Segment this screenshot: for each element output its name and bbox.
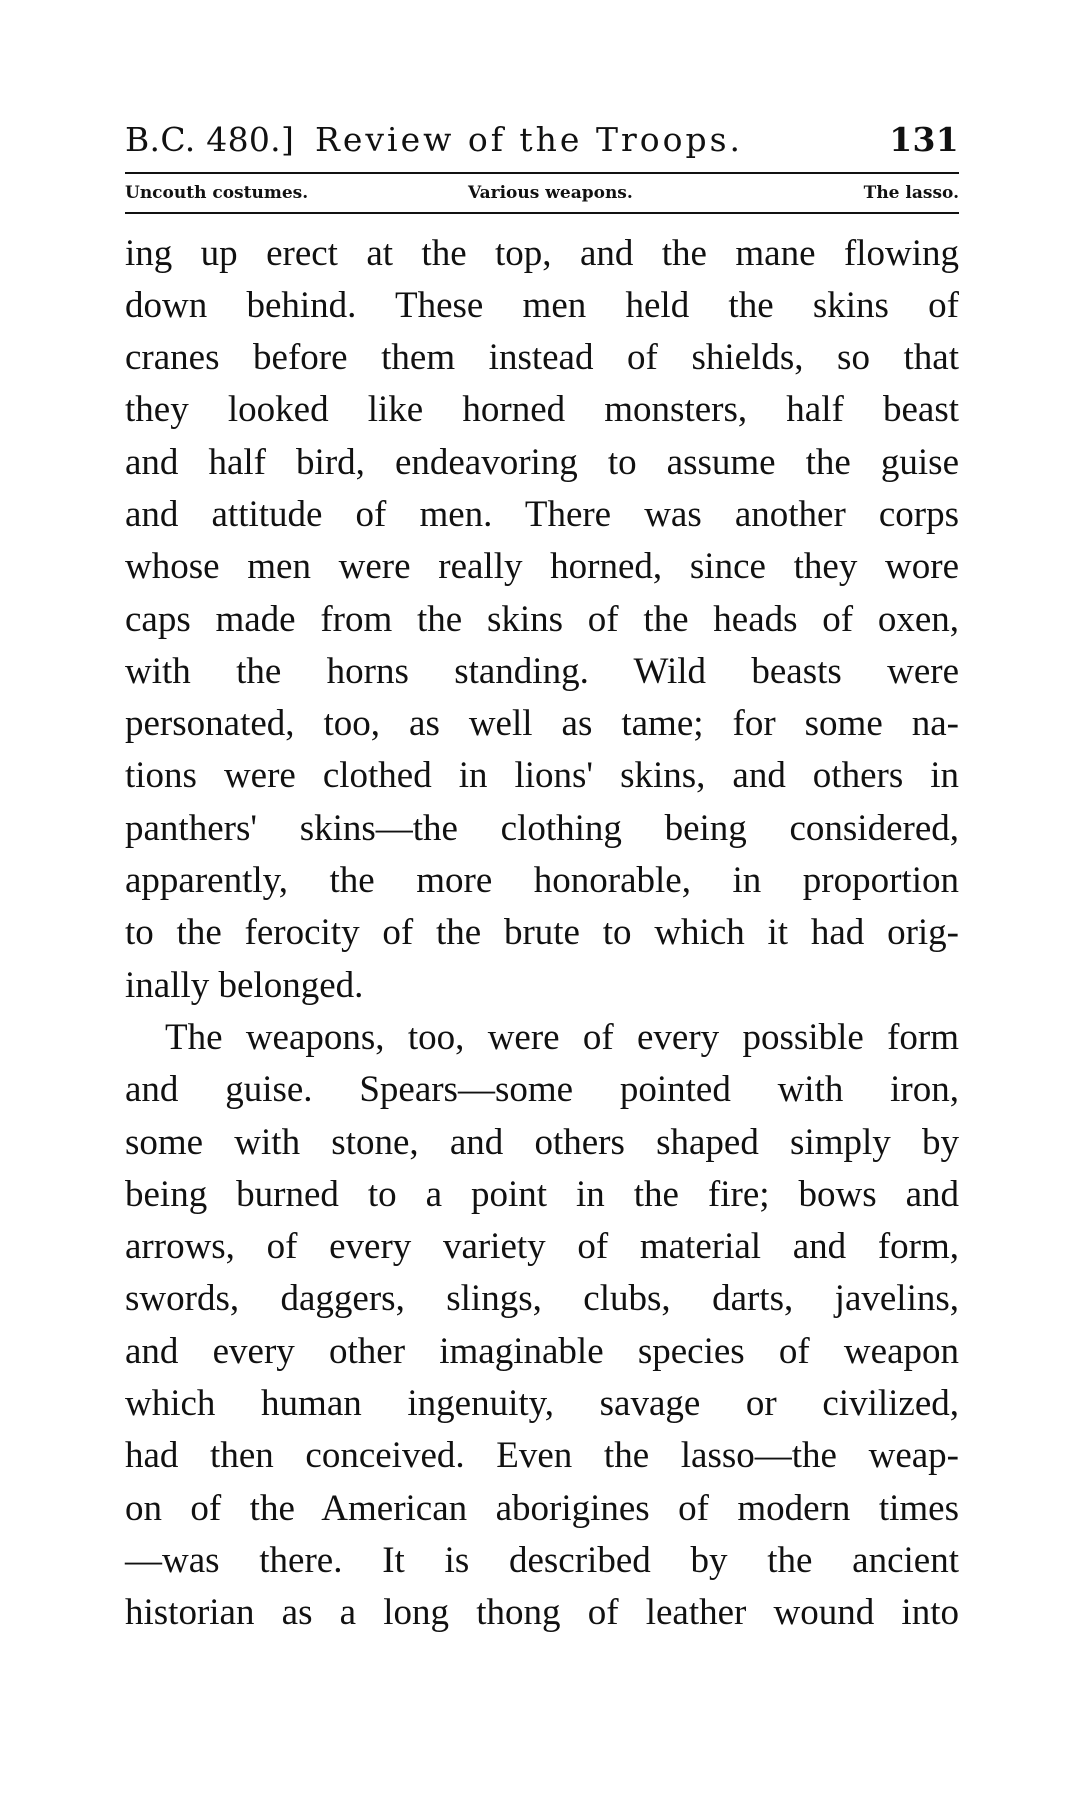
text-line: some with stone, and others shaped simply by: [125, 1121, 959, 1163]
header-title: Review of the Troops.: [315, 120, 744, 159]
text-line: caps made from the skins of the heads of oxen,: [125, 598, 959, 640]
book-page: [125, 120, 959, 1640]
text-line: panthers' skins—the clothing being considered,: [125, 807, 959, 849]
text-line: being burned to a point in the fire; bows and: [125, 1173, 959, 1215]
text-line: historian as a long thong of leather wound into: [125, 1592, 959, 1634]
text-line: and guise. Spears—some pointed with iron,: [125, 1069, 959, 1111]
text-line: with the horns standing. Wild beasts were: [125, 650, 959, 692]
text-line: down behind. These men held the skins of: [125, 284, 959, 326]
header-date: B.C. 480.]: [125, 120, 295, 159]
text-line: swords, daggers, slings, clubs, darts, javelins,: [125, 1278, 959, 1320]
text-line: on of the American aborigines of modern times: [125, 1487, 959, 1529]
marginal-note-right: The lasso.: [863, 183, 959, 203]
running-head: [125, 120, 959, 172]
body-text: [125, 228, 959, 1640]
text-line: to the ferocity of the brute to which it had orig-: [125, 912, 959, 954]
text-line: —was there. It is described by the ancient: [125, 1539, 959, 1581]
text-line: whose men were really horned, since they wore: [125, 546, 959, 588]
marginal-note-center: Various weapons.: [468, 183, 633, 203]
text-line: and half bird, endeavoring to assume the guise: [125, 441, 959, 483]
page-number: 131: [889, 120, 959, 159]
text-line: and every other imaginable species of weapon: [125, 1330, 959, 1372]
text-line: arrows, of every variety of material and form,: [125, 1226, 959, 1268]
text-line: tions were clothed in lions' skins, and others in: [125, 755, 959, 797]
text-line: and attitude of men. There was another corps: [125, 493, 959, 535]
text-line: ing up erect at the top, and the mane flowing: [125, 232, 959, 274]
text-line: cranes before them instead of shields, so that: [125, 337, 959, 379]
text-line: apparently, the more honorable, in proportion: [125, 860, 959, 902]
marginal-rule: [125, 212, 959, 214]
marginal-notes: [125, 174, 959, 212]
text-line: inally belonged.: [125, 964, 364, 1006]
text-line: The weapons, too, were of every possible form: [165, 1016, 959, 1058]
text-line: they looked like horned monsters, half beast: [125, 389, 959, 431]
text-line: personated, too, as well as tame; for some na-: [125, 703, 959, 745]
marginal-note-left: Uncouth costumes.: [125, 183, 309, 203]
text-line: which human ingenuity, savage or civilized,: [125, 1383, 959, 1425]
text-line: had then conceived. Even the lasso—the weap-: [125, 1435, 959, 1477]
